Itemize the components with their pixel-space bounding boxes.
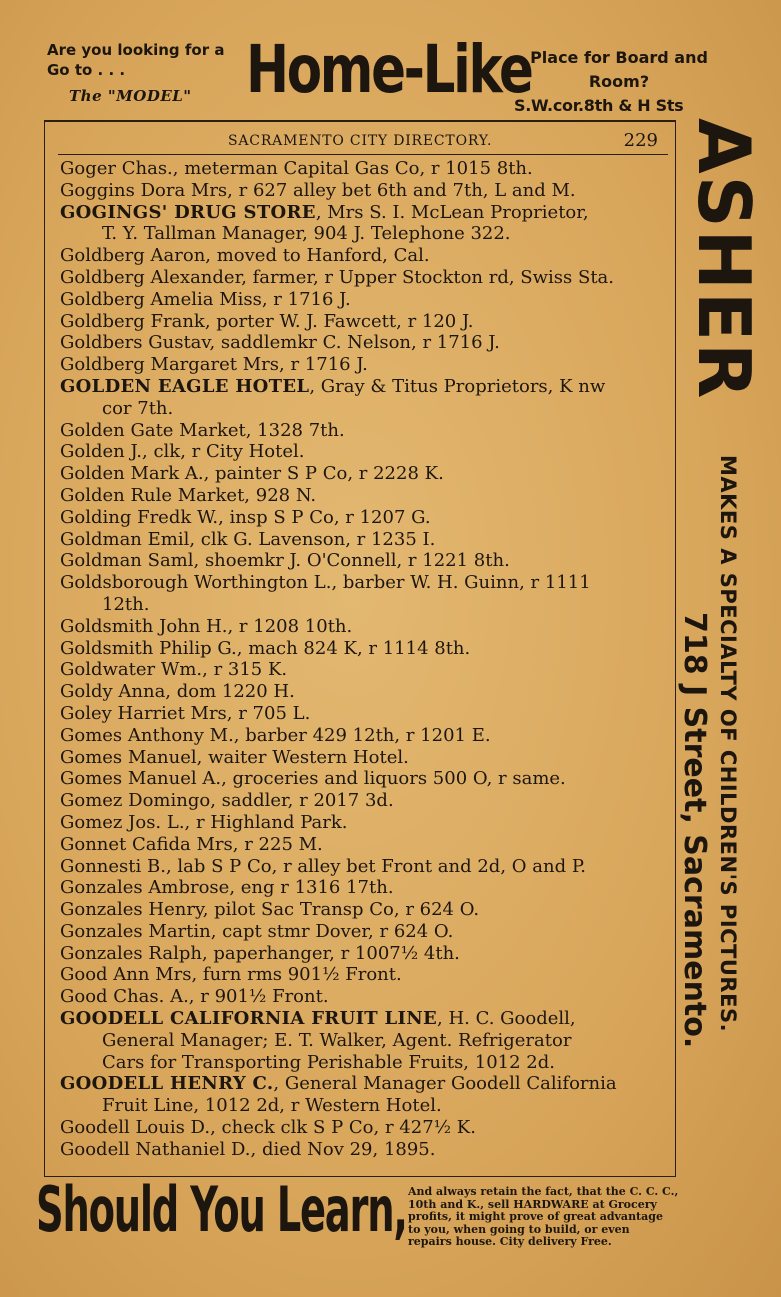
entry-text: Goldberg Margaret Mrs, r 1716 J.	[60, 354, 368, 376]
entry-text: , Gray & Titus Proprietors, K nw	[309, 375, 606, 397]
directory-entry	[60, 725, 672, 747]
directory-entry	[60, 986, 672, 1008]
entry-text: , Mrs S. I. McLean Proprietor,	[315, 201, 589, 223]
directory-entry	[60, 354, 672, 376]
entry-text: Goldberg Amelia Miss, r 1716 J.	[60, 288, 351, 310]
directory-entry	[60, 376, 672, 420]
directory-entry	[60, 1139, 672, 1161]
top-ad-left-line2: Go to . . .	[47, 61, 126, 79]
bottom-ad-line4: to you, when going to build, or even	[408, 1222, 630, 1236]
entry-text: Gomez Domingo, saddler, r 2017 3d.	[60, 790, 394, 812]
directory-entry	[60, 964, 672, 986]
entry-continuation: T. Y. Tallman Manager, 904 J. Telephone 322.	[102, 223, 511, 245]
directory-entry	[60, 441, 672, 463]
entry-continuation: 12th.	[102, 593, 150, 615]
directory-entries	[60, 158, 672, 1161]
bottom-ad-line1: And always retain the fact, that the C. C. C.,	[408, 1185, 679, 1198]
top-ad-right-line1: Place for Board and	[530, 48, 708, 67]
entry-text: Golden Rule Market, 928 N.	[60, 484, 317, 506]
entry-continuation: General Manager; E. T. Walker, Agent. Refrigerator	[102, 1029, 572, 1051]
directory-entry	[60, 681, 672, 703]
directory-entry	[60, 1117, 672, 1139]
entry-text: Goldsborough Worthington L., barber W. H. Guinn, r 1111	[60, 572, 591, 594]
directory-entry	[60, 332, 672, 354]
top-ad-right-line2: Room?	[588, 72, 650, 91]
entry-text: Gonzales Ambrose, eng r 1316 17th.	[60, 877, 394, 899]
entry-text: , General Manager Goodell California	[273, 1073, 617, 1095]
directory-entry	[60, 812, 672, 834]
entry-text: Golding Fredk W., insp S P Co, r 1207 G.	[60, 506, 431, 528]
directory-entry	[60, 856, 672, 878]
entry-text: Goldman Saml, shoemkr J. O'Connell, r 1221 8th.	[60, 550, 510, 572]
top-ad-right	[514, 46, 724, 118]
entry-text: Goldman Emil, clk G. Lavenson, r 1235 I.	[60, 528, 436, 550]
entry-text: Goldy Anna, dom 1220 H.	[60, 681, 295, 703]
entry-text: Gomez Jos. L., r Highland Park.	[60, 811, 348, 833]
entry-text: Goldberg Alexander, farmer, r Upper Stockton rd, Swiss Sta.	[60, 266, 615, 288]
entry-text: Gomes Manuel A., groceries and liquors 500 O, r same.	[60, 768, 566, 790]
directory-entry	[60, 507, 672, 529]
entry-text: Gonnesti B., lab S P Co, r alley bet Front and 2d, O and P.	[60, 855, 587, 877]
directory-entry	[60, 768, 672, 790]
directory-entry	[60, 202, 672, 246]
directory-entry	[60, 485, 672, 507]
entry-text: Goodell Louis D., check clk S P Co, r 427½ K.	[60, 1117, 476, 1139]
entry-text: Goldwater Wm., r 315 K.	[60, 659, 288, 681]
entry-text: Goldbers Gustav, saddlemkr C. Nelson, r 1716 J.	[60, 332, 500, 354]
entry-text: Gomes Anthony M., barber 429 12th, r 1201 E.	[60, 724, 491, 746]
entry-text: Goldberg Frank, porter W. J. Fawcett, r 120 J.	[60, 310, 474, 332]
entry-text: Gomes Manuel, waiter Western Hotel.	[60, 746, 409, 768]
entry-text: Gonzales Martin, capt stmr Dover, r 624 O.	[60, 920, 454, 942]
entry-business-name: GOGINGS' DRUG STORE	[60, 201, 316, 223]
entry-text: Goggins Dora Mrs, r 627 alley bet 6th and 7th, L and M.	[60, 179, 576, 201]
directory-entry	[60, 158, 672, 180]
side-ad-brand: ASHER	[682, 118, 766, 401]
entry-text: Goldberg Aaron, moved to Hanford, Cal.	[60, 245, 430, 267]
directory-entry	[60, 180, 672, 202]
directory-entry	[60, 638, 672, 660]
directory-entry	[60, 463, 672, 485]
directory-entry	[60, 877, 672, 899]
top-ad-right-line3: S.W.cor.8th & H Sts	[514, 96, 684, 115]
directory-entry	[60, 289, 672, 311]
entry-text: Goldsmith Philip G., mach 824 K, r 1114 8th.	[60, 637, 471, 659]
side-ad-address: 718 J Street, Sacramento.	[677, 612, 712, 1049]
directory-entry	[60, 550, 672, 572]
directory-entry	[60, 747, 672, 769]
directory-entry	[60, 420, 672, 442]
directory-entry	[60, 529, 672, 551]
directory-entry	[60, 703, 672, 725]
entry-text: Goger Chas., meterman Capital Gas Co, r 1015 8th.	[60, 158, 533, 179]
page-header-title: SACRAMENTO CITY DIRECTORY.	[228, 133, 493, 149]
entry-text: Gonnet Cafida Mrs, r 225 M.	[60, 833, 323, 855]
entry-text: Goldsmith John H., r 1208 10th.	[60, 615, 353, 637]
entry-text: , H. C. Goodell,	[437, 1008, 576, 1030]
directory-entry	[60, 1073, 672, 1117]
directory-entry	[60, 921, 672, 943]
top-ad-headline: Home-Like	[246, 31, 532, 108]
entry-business-name: GOLDEN EAGLE HOTEL	[60, 375, 310, 397]
top-ad-left	[47, 40, 247, 106]
entry-text: Gonzales Ralph, paperhanger, r 1007½ 4th.	[60, 942, 460, 964]
page-number: 229	[623, 130, 658, 151]
entry-business-name: GOODELL HENRY C.	[60, 1073, 274, 1095]
directory-entry	[60, 311, 672, 333]
entry-business-name: GOODELL CALIFORNIA FRUIT LINE	[60, 1008, 437, 1030]
entry-text: Goodell Nathaniel D., died Nov 29, 1895.	[60, 1138, 436, 1160]
bottom-ad-line3: profits, it might prove of great advantage	[408, 1210, 663, 1223]
page-header	[58, 130, 668, 155]
entry-text: Good Ann Mrs, furn rms 901½ Front.	[60, 964, 402, 986]
top-ad-left-line3: The "MODEL"	[69, 87, 192, 105]
directory-entry	[60, 616, 672, 638]
entry-continuation: Cars for Transporting Perishable Fruits, 1012 2d.	[102, 1051, 555, 1073]
top-ad-left-line1: Are you looking for a	[47, 41, 225, 59]
directory-entry	[60, 245, 672, 267]
entry-text: Gonzales Henry, pilot Sac Transp Co, r 624 O.	[60, 899, 480, 921]
entry-text: Good Chas. A., r 901½ Front.	[60, 986, 329, 1008]
entry-text: Goley Harriet Mrs, r 705 L.	[60, 702, 311, 724]
directory-entry	[60, 943, 672, 965]
side-ad-tagline: MAKES A SPECIALTY OF CHILDREN'S PICTURES.	[716, 455, 740, 1033]
entry-text: Golden J., clk, r City Hotel.	[60, 441, 305, 463]
bottom-ad-headline: Should You Learn,	[36, 1173, 407, 1246]
directory-entry	[60, 790, 672, 812]
entry-text: Golden Gate Market, 1328 7th.	[60, 419, 345, 441]
bottom-ad-line5: repairs house. City delivery Free.	[408, 1235, 612, 1248]
entry-continuation: Fruit Line, 1012 2d, r Western Hotel.	[102, 1095, 442, 1117]
bottom-ad-text	[408, 1186, 708, 1249]
directory-entry	[60, 572, 672, 616]
directory-entry	[60, 659, 672, 681]
entry-text: Golden Mark A., painter S P Co, r 2228 K.	[60, 463, 444, 485]
entry-continuation: cor 7th.	[102, 397, 174, 419]
bottom-ad-line2: 10th and K., sell HARDWARE at Grocery	[408, 1197, 657, 1211]
directory-entry	[60, 834, 672, 856]
directory-entry	[60, 267, 672, 289]
directory-entry	[60, 1008, 672, 1073]
directory-entry	[60, 899, 672, 921]
